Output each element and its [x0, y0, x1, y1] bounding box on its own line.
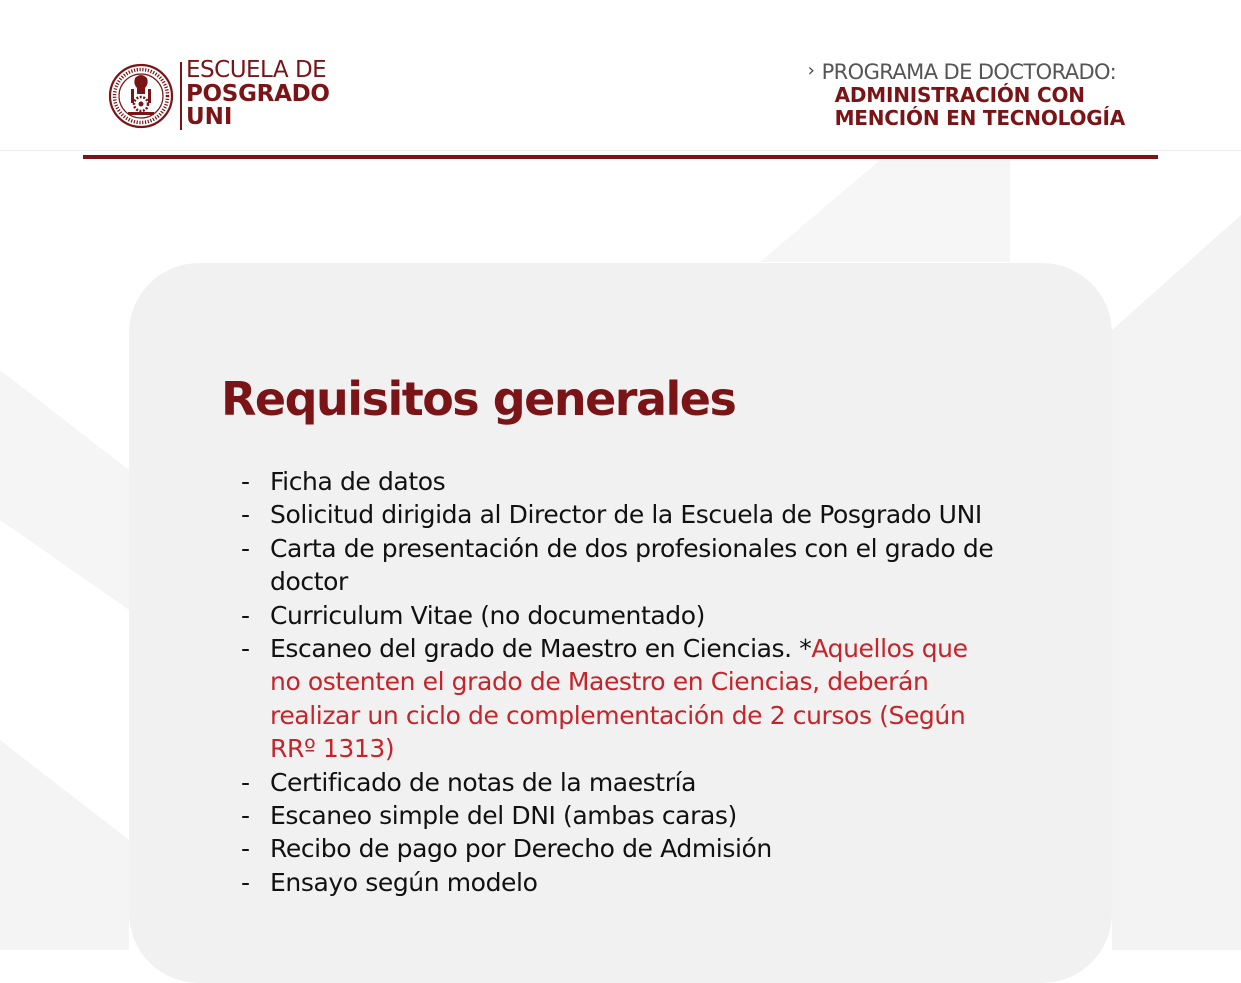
- escuela-posgrado-logo: [108, 56, 348, 138]
- logo-line-1: ESCUELA DE: [186, 57, 327, 83]
- list-item-note: Aquellos que no ostenten el grado de Maestro en Ciencias, deberán realizar un ciclo de complementación de 2 cursos (Según RRº 1313): [270, 634, 968, 764]
- program-name-line-1: ADMINISTRACIÓN CON: [834, 83, 1085, 107]
- university-seal-icon: [108, 56, 174, 136]
- list-dash: -: [241, 834, 250, 864]
- list-item-text: Recibo de pago por Derecho de Admisión: [270, 834, 772, 864]
- requirements-list: [241, 465, 1001, 899]
- list-item: [241, 498, 1001, 531]
- list-dash: -: [241, 533, 250, 563]
- program-label: PROGRAMA DE DOCTORADO:: [821, 60, 1117, 84]
- list-item-text: Curriculum Vitae (no documentado): [270, 600, 706, 630]
- program-heading: [807, 60, 1125, 130]
- list-item: [241, 632, 1001, 766]
- list-item-text: Solicitud dirigida al Director de la Escuela de Posgrado UNI: [270, 500, 982, 530]
- logo-divider: [180, 62, 182, 130]
- list-item: [241, 766, 1001, 799]
- list-dash: -: [241, 600, 250, 630]
- list-dash: -: [241, 634, 250, 664]
- chevron-right-icon: ›: [807, 60, 815, 81]
- list-dash: -: [241, 500, 250, 530]
- list-dash: -: [241, 867, 250, 897]
- list-item: [241, 832, 1001, 865]
- list-item-text: Ensayo según modelo: [270, 867, 538, 897]
- header-red-rule: [83, 155, 1158, 159]
- list-item: [241, 799, 1001, 832]
- header-divider: [0, 150, 1241, 151]
- section-title: Requisitos generales: [221, 372, 736, 426]
- list-item: [241, 465, 1001, 498]
- list-dash: -: [241, 767, 250, 797]
- list-item-text: Escaneo del grado de Maestro en Ciencias. *: [270, 634, 812, 664]
- logo-line-2: POSGRADO: [186, 81, 330, 107]
- list-item: [241, 532, 1001, 599]
- list-item-text: Carta de presentación de dos profesionales con el grado de doctor: [270, 533, 994, 597]
- list-item: [241, 599, 1001, 632]
- list-dash: -: [241, 467, 250, 496]
- list-item-text: Ficha de datos: [270, 467, 446, 496]
- list-item: [241, 866, 1001, 899]
- list-item-text: Escaneo simple del DNI (ambas caras): [270, 801, 737, 831]
- list-dash: -: [241, 801, 250, 831]
- program-name-line-2: MENCIÓN EN TECNOLOGÍA: [834, 106, 1125, 130]
- list-item-text: Certificado de notas de la maestría: [270, 767, 697, 797]
- logo-line-3: UNI: [186, 104, 233, 130]
- logo-wordmark: [186, 58, 330, 129]
